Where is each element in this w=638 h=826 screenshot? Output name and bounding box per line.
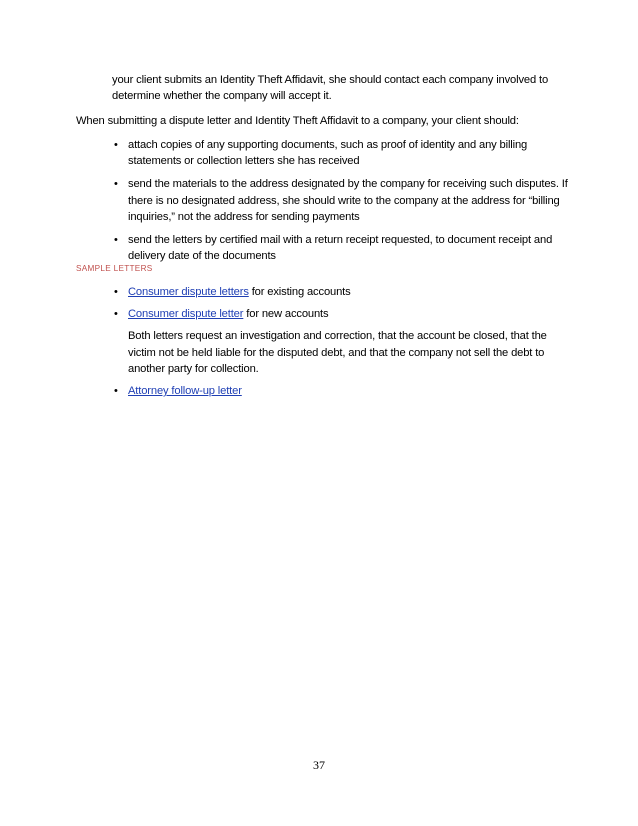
link-suffix-text: for existing accounts — [248, 286, 351, 298]
bullet-icon: • — [114, 178, 118, 191]
consumer-dispute-letter-link[interactable]: Consumer dispute letter — [128, 308, 244, 321]
bullet-icon: • — [114, 286, 118, 298]
list-item — [112, 137, 572, 169]
bullet-icon: • — [114, 139, 118, 151]
list-item-text: send the materials to the address designated by the company for receiving such disputes. If there is no designated address, she should write to the company at the address for “billing inquiries,” not the address for sending payments — [128, 178, 568, 223]
list-item-text: send the letters by certified mail with a return receipt requested, to document receipt and delivery date of the documents — [128, 234, 553, 263]
bullet-icon: • — [114, 385, 118, 398]
consumer-dispute-letters-link[interactable]: Consumer dispute letters — [128, 286, 249, 298]
list-item — [112, 284, 572, 300]
page-number: 37 — [313, 758, 325, 772]
list-item — [112, 232, 572, 264]
sample-letters-note: Both letters request an investigation and correction, that the account be closed, that the victim not be held liable for the disputed debt, and that the company not sell the debt to another party for collection. — [128, 330, 547, 375]
list-item — [112, 383, 572, 399]
sample-letters-list — [112, 284, 572, 405]
sample-letters-heading: SAMPLE LETTERS — [76, 264, 153, 273]
list-item — [112, 176, 572, 225]
link-suffix-text: for new accounts — [243, 308, 329, 321]
attorney-follow-up-letter-link[interactable]: Attorney follow-up letter — [128, 385, 242, 398]
bullet-icon: • — [114, 234, 118, 247]
list-item — [112, 306, 572, 322]
bullet-icon: • — [114, 308, 118, 321]
steps-list — [112, 137, 572, 271]
intro-paragraph: When submitting a dispute letter and Identity Theft Affidavit to a company, your client should: — [76, 115, 519, 127]
continued-paragraph: your client submits an Identity Theft Affidavit, she should contact each company involved to determine whether the company will accept it. — [112, 74, 549, 103]
list-item-text: attach copies of any supporting documents, such as proof of identity and any billing statements or collection letters she has received — [128, 139, 528, 168]
